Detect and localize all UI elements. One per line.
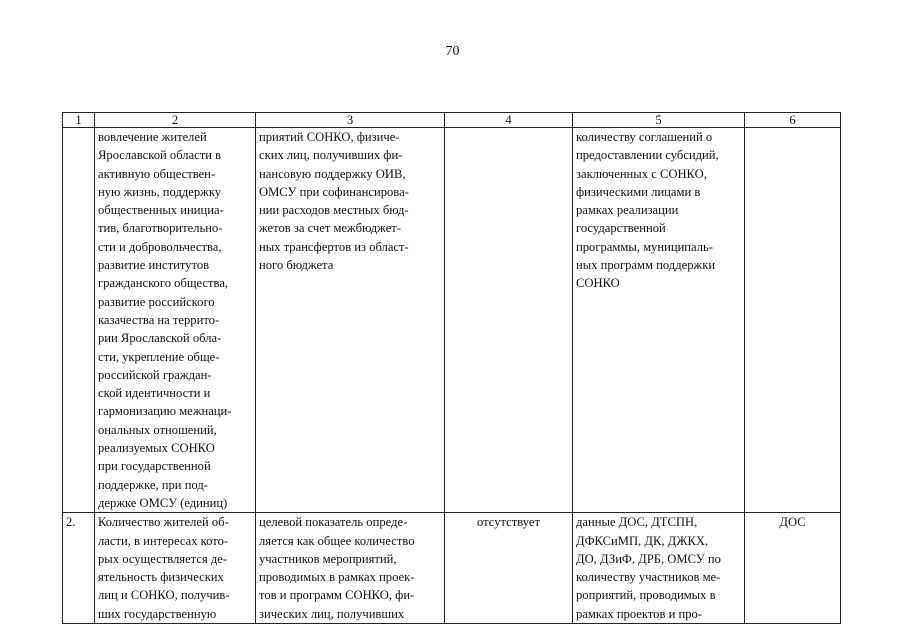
column-header-2: 2 [95, 113, 256, 128]
table-row [63, 513, 841, 624]
indicator-name-cell: вовлечение жителей Ярославской области в активную обществен- ную жизнь, поддержку общественных инициа- тив, благотворительно- сти и добровольчества, развитие институтов гражданского общества, развитие российского казачества на террито- рии Ярославской обла- сти, укрепление обще- российской граждан- ской идентичности и гармонизацию межнаци- ональных отношений, реализуемых СОНКО при государственной поддержке, при под- держке ОМСУ (единиц) [95, 128, 256, 513]
column-header-1: 1 [63, 113, 95, 128]
column-header-3: 3 [256, 113, 445, 128]
indicator-table [62, 112, 841, 624]
page-number: 70 [445, 44, 460, 59]
table-header-row [63, 113, 841, 128]
row-number-cell: 2. [63, 513, 95, 624]
row-number-cell [63, 128, 95, 513]
indicator-name-cell: Количество жителей об- ласти, в интересах кото- рых осуществляется де- ятельность физических лиц и СОНКО, получив- ших государственную [95, 513, 256, 624]
calculation-method-cell: целевой показатель опреде- ляется как общее количество участников мероприятий, проводимых в рамках проек- тов и программ СОНКО, фи- зических лиц, получивших [256, 513, 445, 624]
column-header-6: 6 [745, 113, 841, 128]
data-source-cell: данные ДОС, ДТСПН, ДФКСиМП, ДК, ДЖКХ, ДО, ДЗиФ, ДРБ, ОМСУ по количеству участников ме- роприятий, проводимых в рамках проектов и про- [573, 513, 745, 624]
responsible-cell [745, 128, 841, 513]
column-header-4: 4 [445, 113, 573, 128]
column-header-5: 5 [573, 113, 745, 128]
table-row [63, 128, 841, 513]
calculation-method-cell: приятий СОНКО, физиче- ских лиц, получивших фи- нансовую поддержку ОИВ, ОМСУ при софинансирова- нии расходов местных бюд- жетов за счет межбюджет- ных трансфертов из област- ного бюджета [256, 128, 445, 513]
data-source-cell: количеству соглашений о предоставлении субсидий, заключенных с СОНКО, физическими лицами в рамках реализации государственной программы, муниципаль- ных программ поддержки СОНКО [573, 128, 745, 513]
formula-cell [445, 128, 573, 513]
formula-cell: отсутствует [445, 513, 573, 624]
responsible-cell: ДОС [745, 513, 841, 624]
